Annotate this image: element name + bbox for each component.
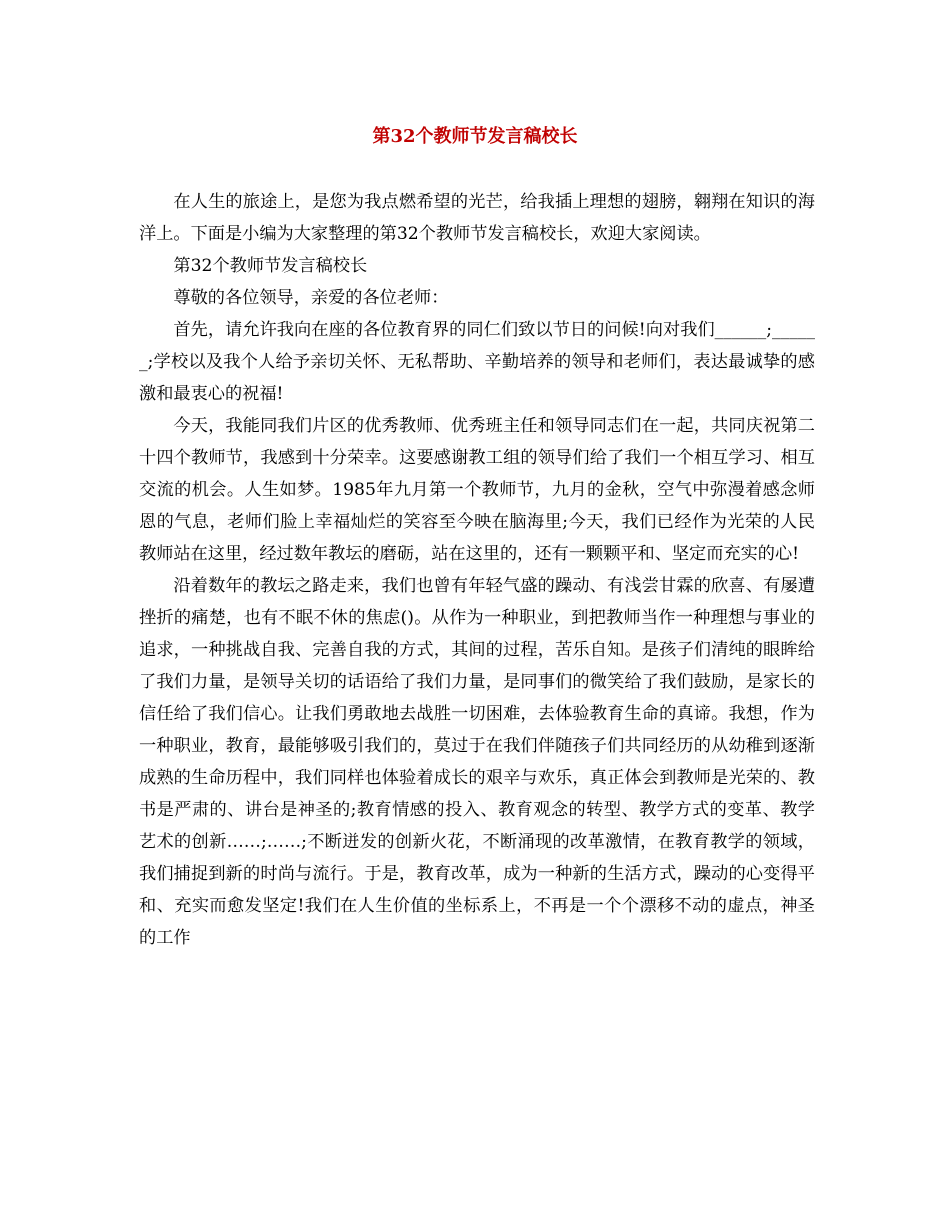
paragraph-salutation: 尊敬的各位领导，亲爱的各位老师： (173, 288, 449, 308)
document-body (139, 186, 815, 954)
paragraph-subtitle: 第32个教师节发言稿校长 (173, 256, 368, 276)
document-title: 第32个教师节发言稿校长 (372, 126, 578, 147)
paragraph-intro: 在人生的旅途上，是您为我点燃希望的光芒，给我插上理想的翅膀，翱翔在知识的海洋上。下面是小编为大家整理的第32个教师节发言稿校长，欢迎大家阅读。 (139, 192, 815, 244)
paragraph-journey: 沿着数年的教坛之路走来，我们也曾有年轻气盛的躁动、有浅尝甘霖的欣喜、有屡遭挫折的痛楚，也有不眠不休的焦虑()。从作为一种职业，到把教师当作一种理想与事业的追求，一种挑战自我、完善自我的方式，其间的过程，苦乐自知。是孩子们清纯的眼眸给了我们力量，是领导关切的话语给了我们力量，是同事们的微笑给了我们鼓励，是家长的信任给了我们信心。让我们勇敢地去战胜一切困难，去体验教育生命的真谛。我想，作为一种职业，教育，最能够吸引我们的，莫过于在我们伴随孩子们共同经历的从幼稚到逐渐成熟的生命历程中，我们同样也体验着成长的艰辛与欢乐，真正体会到教师是光荣的、教书是严肃的、讲台是神圣的;教育情感的投入、教育观念的转型、教学方式的变革、教学艺术的创新……;……;不断迸发的创新火花，不断涌现的改革激情，在教育教学的领域，我们捕捉到新的时尚与流行。于是，教育改革，成为一种新的生活方式，躁动的心变得平和、充实而愈发坚定!我们在人生价值的坐标系上，不再是一个个漂移不动的虚点，神圣的工作 (139, 576, 815, 948)
paragraph-today: 今天，我能同我们片区的优秀教师、优秀班主任和领导同志们在一起，共同庆祝第二十四个教师节，我感到十分荣幸。这要感谢教工组的领导们给了我们一个相互学习、相互交流的机会。人生如梦。1985年九月第一个教师节，九月的金秋，空气中弥漫着感念师恩的气息，老师们脸上幸福灿烂的笑容至今映在脑海里;今天，我们已经作为光荣的人民教师站在这里，经过数年教坛的磨砺，站在这里的，还有一颗颗平和、坚定而充实的心! (139, 416, 815, 564)
paragraph-greeting: 首先，请允许我向在座的各位教育界的同仁们致以节日的问候!向对我们______;______;学校以及我个人给予亲切关怀、无私帮助、辛勤培养的领导和老师们，表达最诚挚的感激和最衷心的祝福! (139, 320, 815, 404)
